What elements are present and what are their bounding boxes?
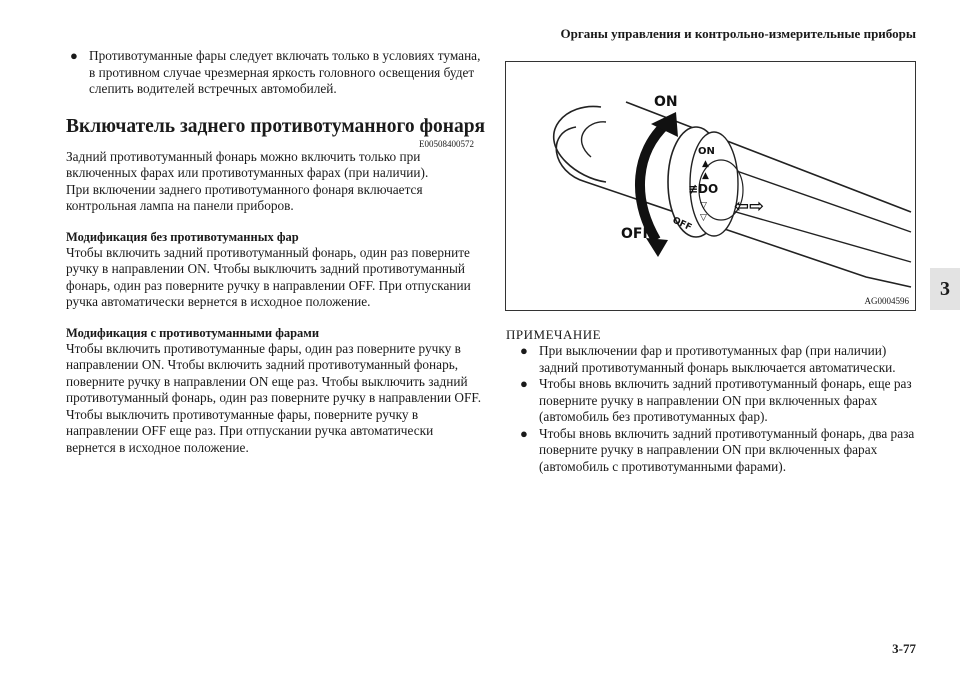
note-item (506, 426, 916, 476)
note-item-text: При выключении фар и противотуманных фар (при наличии) задний противотуманный фонарь выключается автоматически. (539, 343, 896, 375)
arrow-up-icon: ▲ (702, 159, 709, 169)
note-item-text: Чтобы вновь включить задний противотуманный фонарь, два раза поверните ручку в направлении ON при включенных фарах (автомобиль с противотуманными фарами). (539, 425, 915, 474)
bullet-dot-icon: ● (520, 376, 528, 391)
paragraph-2: При включении заднего противотуманного фонаря включается контрольная лампа на панели приборов. (66, 181, 423, 213)
section-heading: Включатель заднего противотуманного фонаря (66, 115, 486, 137)
page-number: 3-77 (892, 641, 916, 656)
page-header: Органы управления и контрольно-измерительные приборы (560, 26, 916, 41)
intro-bullet (66, 48, 486, 98)
note-block (506, 327, 916, 475)
on-label: ON (654, 94, 678, 110)
note-item-text: Чтобы вновь включить задний противотуманный фонарь, еще раз поверните ручку в направлении ON при включенных фарах (автомобиль без противотуманных фар). (539, 376, 912, 424)
turn-indicator-icon: ⇦⇨ (734, 196, 765, 217)
figure-code: AG0004596 (864, 296, 909, 306)
switch-illustration (505, 61, 916, 311)
subheading-with-fog: Модификация с противотуманными фарами (66, 325, 320, 340)
fog-light-icon: ≢DO (688, 182, 719, 196)
paragraph-1: Задний противотуманный фонарь можно включить только при включенных фарах или противотуманных фарах (при наличии). (66, 148, 429, 180)
subheading-no-fog: Модификация без противотуманных фар (66, 229, 299, 244)
left-column (66, 48, 486, 456)
intro-bullet-text: Противотуманные фары следует включать только в условиях тумана, в противном случае чрезмерная яркость головного освещения будет слепить водителей встречных автомобилей. (89, 48, 481, 96)
section-tab-number: 3 (940, 277, 950, 300)
note-item (506, 343, 916, 376)
arrow-down-icon: ▽ (700, 213, 707, 223)
subheading-no-fog-text: Чтобы включить задний противотуманный фонарь, один раз поверните ручку в направлении ON. Чтобы выключить задний противотуманный фонарь, один раз поверните ручку в направлении OFF. При отпускании ручка автоматически вернется в исходное положение. (66, 244, 471, 309)
bullet-dot-icon: ● (520, 425, 528, 441)
ring-on-label: ON (698, 146, 715, 157)
section-tab (930, 268, 960, 310)
ring-off-label: OFF (670, 215, 694, 234)
fog-switch-drawing (506, 62, 915, 310)
arrow-down-icon: ▽ (700, 201, 707, 211)
bullet-dot-icon: ● (70, 48, 78, 63)
note-title: ПРИМЕЧАНИЕ (506, 327, 602, 342)
bullet-dot-icon: ● (520, 343, 528, 358)
section-code: E00508400572 (419, 138, 474, 149)
arrow-up-icon: ▲ (702, 171, 709, 181)
subheading-with-fog-text: Чтобы включить противотуманные фары, один раз поверните ручку в направлении ON. Чтобы включить задний противотуманный фонарь, поверните ручку в направлении ON еще раз. Чтобы выключить задний противотуманный фонарь, один раз поверните ручку в направлении OFF. Чтобы выключить противотуманные фары, поверните ручку в направлении OFF еще раз. При отпускании ручка автоматически вернется в исходное положение. (66, 340, 482, 455)
note-item (506, 376, 916, 426)
off-label: OFF (621, 226, 653, 242)
